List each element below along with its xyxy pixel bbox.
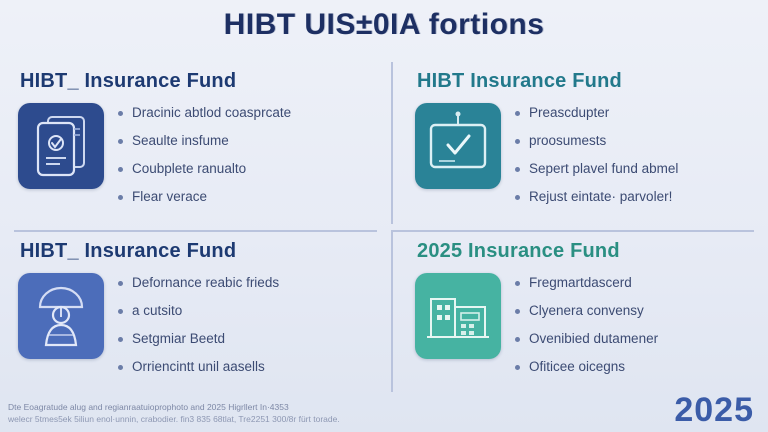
quadrant-heading: 2025 Insurance Fund (417, 240, 620, 262)
quadrant-heading: HIBT Insurance Fund (417, 70, 622, 92)
list-item: Coubplete ranualto (118, 161, 373, 178)
quadrant-bottom-right (391, 230, 754, 392)
building-calculator-icon (415, 273, 501, 359)
list-item: Ovenibied dutamener (515, 331, 750, 348)
bullet-list (118, 275, 373, 387)
footer-line-2: welecr 5tmes5ek 5iliun enol·unnin, crabodier. fin3 835 68tlat, Tre2251 300/8r fürt torade. (8, 414, 340, 425)
page-title: HIBT UIS±0IA fortions (223, 8, 545, 41)
list-item: Rejust eintate· parvoler! (515, 189, 750, 206)
checkmark-board-icon (415, 103, 501, 189)
quadrant-grid (14, 62, 754, 392)
list-item: Fregmartdascerd (515, 275, 750, 292)
quadrant-body (18, 103, 373, 217)
list-item: Clyenera convensy (515, 303, 750, 320)
list-item: a cutsito (118, 303, 373, 320)
quadrant-body (18, 273, 373, 387)
list-item: proosumests (515, 133, 750, 150)
list-item: Flear veracе (118, 189, 373, 206)
list-item: Orriencintt unil aasells (118, 359, 373, 376)
quadrant-body (415, 273, 750, 387)
bullet-list (515, 105, 750, 217)
footer-line-1: Dte Eoagratude alug and regianraatuioprophoto and 2025 Higrllert In·4353 (8, 401, 289, 412)
quadrant-top-right (391, 62, 754, 224)
list-item: Ofiticee oicegns (515, 359, 750, 376)
quadrant-top-left (14, 62, 377, 224)
quadrant-heading: HIBT_ Insurance Fund (20, 70, 237, 92)
bullet-list (118, 105, 373, 217)
person-umbrella-icon (18, 273, 104, 359)
list-item: Seaulte insfume (118, 133, 373, 150)
list-item: Setgmiar Beetd (118, 331, 373, 348)
bullet-list (515, 275, 750, 387)
list-item: Sepert plavel fund abmel (515, 161, 750, 178)
quadrant-bottom-left (14, 230, 377, 392)
list-item: Defornance reabic frieds (118, 275, 373, 292)
quadrant-body (415, 103, 750, 217)
list-item: Dracinic abtlod coasprcate (118, 105, 373, 122)
footer-note (8, 401, 528, 427)
year-badge: 2025 (674, 391, 754, 429)
quadrant-heading: HIBT_ Insurance Fund (20, 240, 237, 262)
list-item: Preascdupter (515, 105, 750, 122)
tablet-document-icon (18, 103, 104, 189)
